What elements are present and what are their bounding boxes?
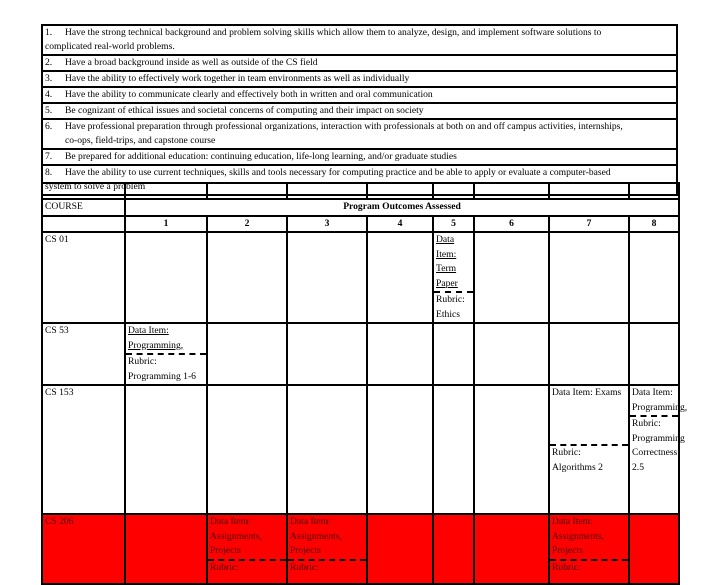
data-item: Data Item: Assignments, Projects [550, 515, 628, 561]
table-row-cs206 [42, 514, 679, 584]
outcome-item [43, 56, 676, 72]
outcome-number: 5. [45, 105, 53, 116]
outcome-text: Have the ability to use current techniques, skills and tools necessary for computing practice and be able to apply or evaluate a computer-based [65, 167, 611, 178]
col-6: 6 [474, 216, 549, 233]
outcome-number: 3. [45, 73, 53, 84]
outcome-item [43, 120, 676, 150]
outcome-text-cont: co-ops, field-trips, and capstone course [65, 135, 216, 146]
outcomes-header: Program Outcomes Assessed [125, 199, 679, 216]
header-row [42, 199, 679, 216]
assessment-cell [629, 385, 688, 514]
rubric: Rubric: [552, 561, 581, 573]
outcome-text: Have the ability to effectively work together in team environments as well as individually [65, 73, 410, 84]
outcome-item [43, 104, 676, 120]
course-header: COURSE [42, 199, 125, 216]
rubric: Rubric: Algorithms 2 [552, 447, 603, 473]
col-5: 5 [433, 216, 474, 233]
rubric: Rubric: Programming Correctness 2.5 [632, 418, 685, 473]
data-item: Data Item: Term Paper [434, 233, 473, 293]
assessment-cell [287, 514, 367, 584]
table-row-cs153 [42, 385, 679, 514]
col-4: 4 [367, 216, 433, 233]
outcome-number: 2. [45, 57, 53, 68]
course-name: CS 206 [42, 514, 125, 584]
outcome-text: Have professional preparation through professional organizations, interaction with professionals at both on and off campus activities, internships, [65, 121, 623, 132]
outcome-number: 4. [45, 89, 53, 100]
assessment-cell [125, 323, 207, 385]
outcome-item [43, 72, 676, 88]
col-1: 1 [125, 216, 207, 233]
data-item: Data Item: Programming, [630, 386, 678, 417]
assessment-cell [549, 385, 629, 514]
course-name: CS 153 [42, 385, 125, 514]
outcome-item [43, 88, 676, 104]
assessment-cell [207, 514, 287, 584]
outcome-item [43, 150, 676, 166]
rubric: Rubric: Ethics [436, 294, 465, 320]
rubric: Rubric: [290, 561, 319, 573]
outcome-text: Be prepared for additional education: continuing education, life-long learning, and/or graduate studies [65, 151, 457, 162]
table-row-cs53 [42, 323, 679, 385]
outcome-number: 8. [45, 167, 53, 178]
outcome-number: 6. [45, 121, 53, 132]
col-7: 7 [549, 216, 629, 233]
col-3: 3 [287, 216, 367, 233]
rubric: Rubric: Programming 1-6 [128, 356, 196, 382]
column-numbers-row [42, 216, 679, 233]
outcomes-assessment-table [41, 182, 688, 585]
data-item: Data Item: Assignments, Projects [208, 515, 286, 561]
course-name: CS 01 [42, 232, 125, 323]
course-name: CS 53 [42, 323, 125, 385]
col-2: 2 [207, 216, 287, 233]
outcome-text: Have the ability to communicate clearly and effectively both in written and oral communication [65, 89, 433, 100]
outcome-item [43, 26, 676, 56]
outcome-number: 1. [45, 27, 53, 38]
outcome-text: Be cognizant of ethical issues and societal concerns of computing and their impact on society [65, 105, 424, 116]
col-8: 8 [629, 216, 679, 233]
outcome-number: 7. [45, 151, 53, 162]
outcome-text: Have the strong technical background and problem solving skills which allow them to analyze, design, and implement software solutions to [65, 27, 602, 38]
table-row-cs01 [42, 232, 679, 323]
outcome-text-cont: system to solve a problem [45, 181, 146, 192]
data-item: Data Item: Assignments, Projects [288, 515, 366, 561]
outcome-text-cont: complicated real-world problems. [45, 41, 175, 52]
program-outcomes-list [41, 24, 678, 196]
data-item: Data Item: Exams [550, 386, 628, 446]
assessment-cell [433, 232, 474, 323]
assessment-cell [549, 514, 629, 584]
rubric: Rubric: [210, 561, 239, 573]
data-item: Data Item: Programming, [126, 324, 206, 355]
outcome-text: Have a broad background inside as well as outside of the CS field [65, 57, 318, 68]
empty-row [42, 183, 679, 199]
